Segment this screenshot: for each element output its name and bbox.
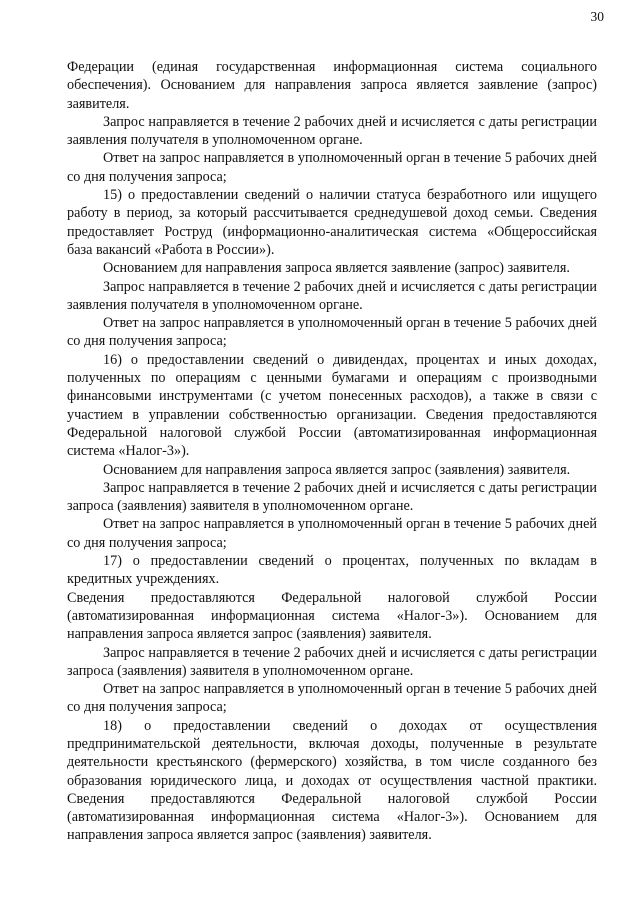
paragraph: 15) о предоставлении сведений о наличии статуса безработного или ищущего работу в период, за который рассчитывается среднедушевой доход семьи. Сведения предоставляет Роструд (информационно-аналитическая система «Общероссийская база вакансий «Работа в России»). [67, 187, 597, 258]
paragraph: Федерации (единая государственная информационная система социального обеспечения). Основанием для направления запроса является заявление (запрос) заявителя. [67, 59, 597, 112]
paragraph: Сведения предоставляются Федеральной налоговой службой России (автоматизированная информационная система «Налог-3»). Основанием для направления запроса является запрос (заявления) заявителя. [67, 589, 597, 643]
paragraph: Основанием для направления запроса является заявление (запрос) заявителя. [103, 260, 570, 277]
paragraph: 16) о предоставлении сведений о дивидендах, процентах и иных доходах, полученных по операциям с ценными бумагами и операциям с производными финансовыми инструментами (с учетом понесенных расходов), а также в связи с участием в управлении собственностью организации. Сведения предоставляются Федеральной налоговой службой России (автоматизированная информационная система «Налог-3»). [67, 351, 597, 460]
document-body [67, 58, 597, 845]
paragraph: 18) о предоставлении сведений о доходах от осуществления предпринимательской деятельности, включая доходы, полученные в результате деятельности крестьянского (фермерского) хозяйства, в том числе созданного без образования юридического лица, и доходах от осуществления частной практики. Сведения предоставляются Федеральной налоговой службой России (автоматизированная информационная система «Налог-3»). Основанием для направления запроса является запрос (заявления) заявителя. [67, 717, 597, 844]
page-number: 30 [590, 9, 604, 24]
paragraph: Запрос направляется в течение 2 рабочих дней и исчисляется с даты регистрации запроса (заявления) заявителя в уполномоченном органе. [67, 644, 597, 679]
paragraph: 17) о предоставлении сведений о процентах, полученных по вкладам в кредитных учреждениях. [67, 553, 597, 588]
paragraph: Ответ на запрос направляется в уполномоченный орган в течение 5 рабочих дней со дня получения запроса; [67, 681, 597, 716]
paragraph: Основанием для направления запроса является запрос (заявления) заявителя. [103, 461, 571, 478]
paragraph: Запрос направляется в течение 2 рабочих дней и исчисляется с даты регистрации заявления получателя в уполномоченном органе. [67, 113, 597, 149]
paragraph: Запрос направляется в течение 2 рабочих дней и исчисляется с даты регистрации заявления получателя в уполномоченном органе. [67, 278, 597, 313]
paragraph: Ответ на запрос направляется в уполномоченный орган в течение 5 рабочих дней со дня получения запроса; [67, 150, 597, 185]
paragraph: Ответ на запрос направляется в уполномоченный орган в течение 5 рабочих дней со дня получения запроса; [67, 315, 597, 350]
paragraph: Запрос направляется в течение 2 рабочих дней и исчисляется с даты регистрации запроса (заявления) заявителя в уполномоченном органе. [67, 479, 597, 515]
paragraph: Ответ на запрос направляется в уполномоченный орган в течение 5 рабочих дней со дня получения запроса; [67, 516, 597, 551]
